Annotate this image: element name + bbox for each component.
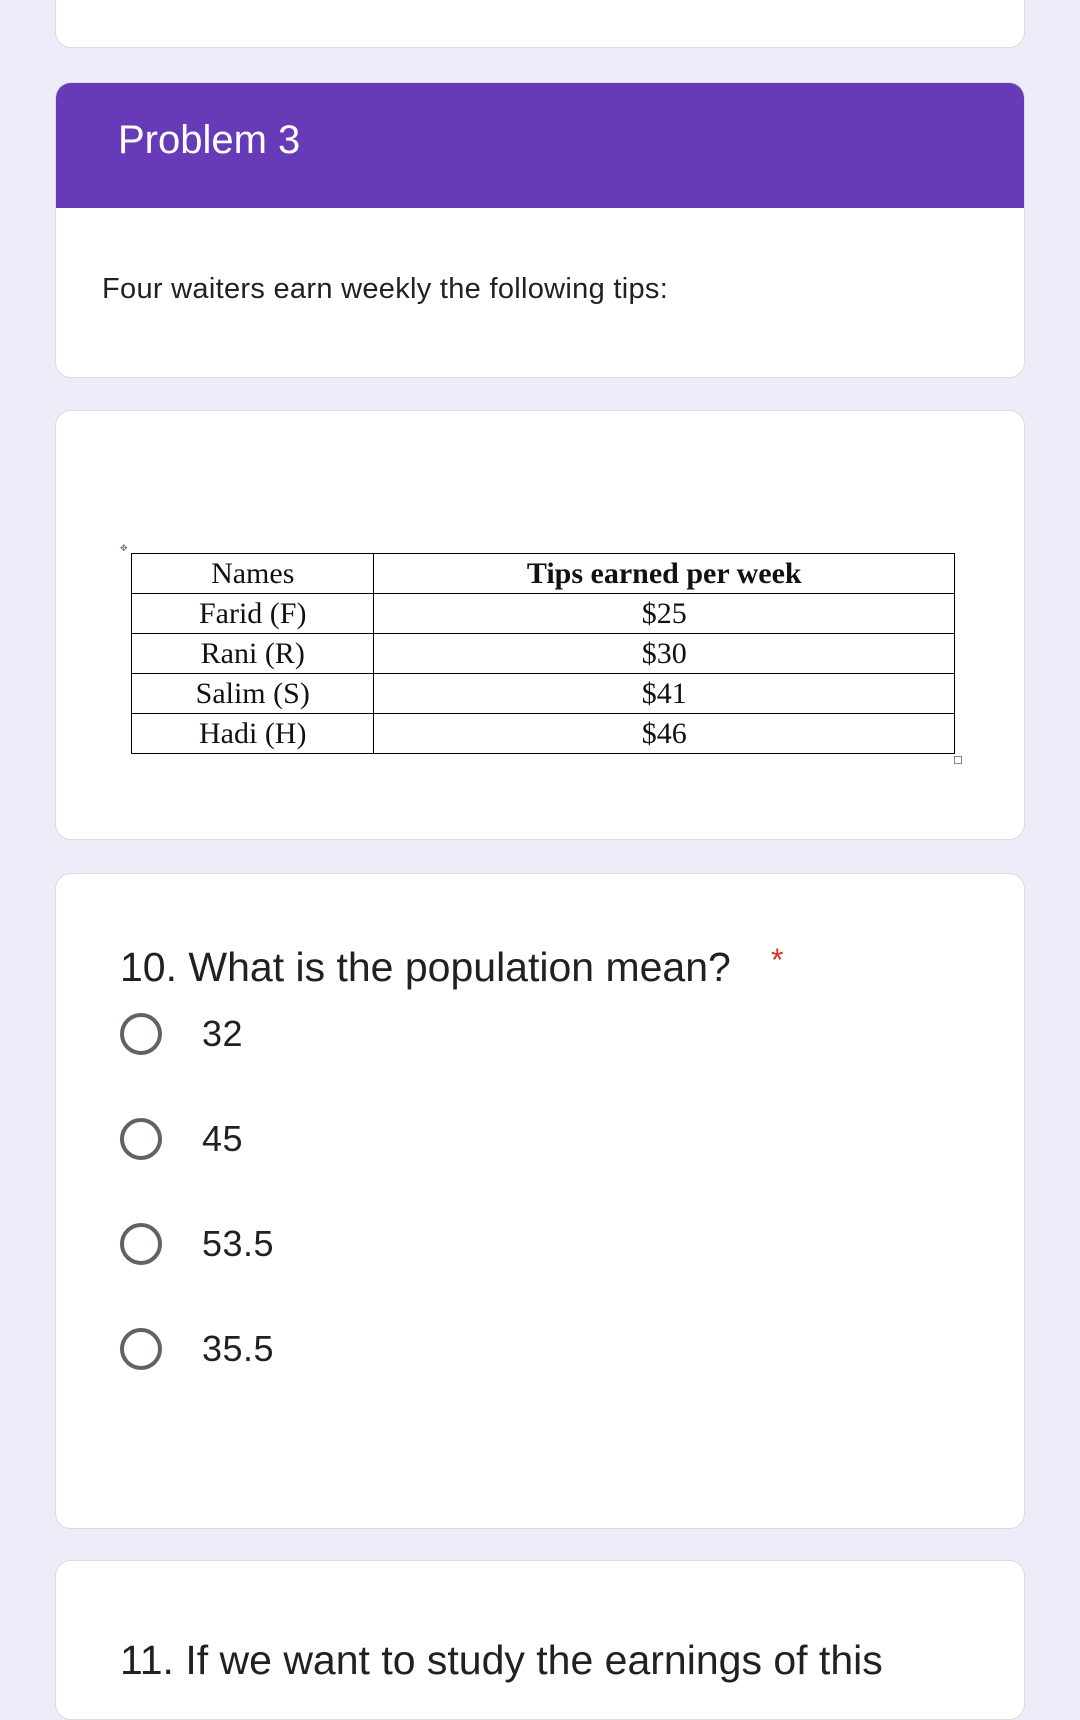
section-card <box>55 82 1025 378</box>
table-image-card <box>55 410 1025 840</box>
option-label: 53.5 <box>202 1223 275 1264</box>
table-header-names: Names <box>132 554 374 594</box>
option-32[interactable] <box>120 1007 820 1061</box>
section-header <box>56 83 1024 208</box>
table-header-tips: Tips earned per week <box>374 554 955 594</box>
option-label: 45 <box>202 1118 244 1159</box>
table-cell-name: Rani (R) <box>132 634 374 674</box>
table-row <box>132 674 955 714</box>
next-question-card <box>55 1560 1025 1720</box>
question-card <box>55 873 1025 1529</box>
table-row <box>132 714 955 754</box>
question-title: 10. What is the population mean? <box>120 944 731 990</box>
tips-table <box>131 553 955 754</box>
table-header-row <box>132 554 955 594</box>
table-cell-tips: $46 <box>374 714 955 754</box>
table-row <box>132 594 955 634</box>
table-cell-name: Salim (S) <box>132 674 374 714</box>
next-question-title: 11. If we want to study the earnings of this <box>120 1637 883 1683</box>
option-label: 32 <box>202 1013 244 1054</box>
previous-question-card <box>55 0 1025 48</box>
table-move-handle-icon: ✥ <box>120 543 128 553</box>
table-cell-tips: $30 <box>374 634 955 674</box>
table-cell-tips: $25 <box>374 594 955 634</box>
table-cell-tips: $41 <box>374 674 955 714</box>
option-53-5[interactable] <box>120 1217 820 1271</box>
radio-button-icon[interactable] <box>120 1013 162 1055</box>
section-title: Problem 3 <box>118 118 301 162</box>
table-resize-handle <box>954 756 962 764</box>
section-description: Four waiters earn weekly the following tips: <box>102 273 669 305</box>
table-cell-name: Farid (F) <box>132 594 374 634</box>
table-cell-name: Hadi (H) <box>132 714 374 754</box>
option-label: 35.5 <box>202 1328 275 1369</box>
table-row <box>132 634 955 674</box>
radio-button-icon[interactable] <box>120 1118 162 1160</box>
radio-button-icon[interactable] <box>120 1328 162 1370</box>
option-45[interactable] <box>120 1112 820 1166</box>
required-asterisk: * <box>771 942 784 978</box>
radio-button-icon[interactable] <box>120 1223 162 1265</box>
option-35-5[interactable] <box>120 1322 820 1376</box>
